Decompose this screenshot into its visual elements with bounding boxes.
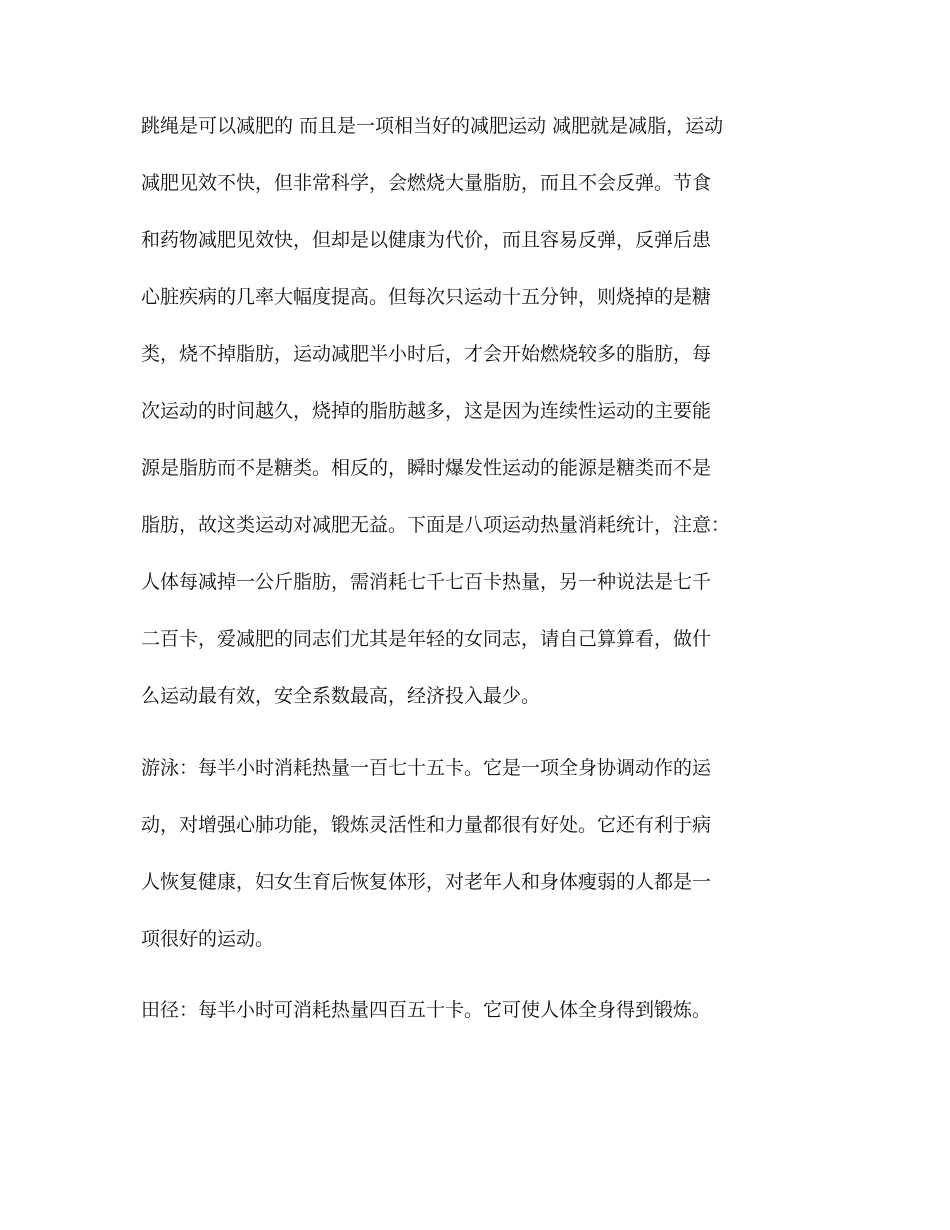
text-line: 人体每减掉一公斤脂肪，需消耗七千七百卡热量，另一种说法是七千 — [141, 571, 712, 593]
paragraph-swimming — [141, 740, 711, 968]
text-line: 跳绳是可以减肥的 而且是一项相当好的减肥运动 减肥就是减脂，运动 — [141, 115, 724, 137]
paragraph-intro — [141, 98, 730, 725]
text-line: 么运动最有效，安全系数最高，经济投入最少。 — [141, 685, 541, 707]
text-line: 项很好的运动。 — [141, 928, 275, 950]
text-line: 减肥见效不快，但非常科学，会燃烧大量脂肪，而且不会反弹。节食 — [141, 172, 712, 194]
text-line: 和药物减肥见效快，但却是以健康为代价，而且容易反弹，反弹后患 — [141, 229, 712, 251]
text-line: 脂肪，故这类运动对减肥无益。下面是八项运动热量消耗统计，注意： — [141, 514, 731, 536]
text-line: 游泳：每半小时消耗热量一百七十五卡。它是一项全身协调动作的运 — [141, 757, 712, 779]
text-line: 类，烧不掉脂肪，运动减肥半小时后，才会开始燃烧较多的脂肪，每 — [141, 343, 712, 365]
paragraph-track-and-field — [141, 982, 711, 1039]
text-line: 心脏疾病的几率大幅度提高。但每次只运动十五分钟，则烧掉的是糖 — [141, 286, 712, 308]
text-line: 源是脂肪而不是糖类。相反的，瞬时爆发性运动的能源是糖类而不是 — [141, 457, 712, 479]
text-line: 次运动的时间越久，烧掉的脂肪越多，这是因为连续性运动的主要能 — [141, 400, 712, 422]
text-line: 人恢复健康，妇女生育后恢复体形，对老年人和身体瘦弱的人都是一 — [141, 871, 712, 893]
text-line: 动，对增强心肺功能，锻炼灵活性和力量都很有好处。它还有利于病 — [141, 814, 712, 836]
text-line: 二百卡，爱减肥的同志们尤其是年轻的女同志，请自己算算看，做什 — [141, 628, 712, 650]
text-line: 田径：每半小时可消耗热量四百五十卡。它可使人体全身得到锻炼。 — [141, 999, 712, 1021]
